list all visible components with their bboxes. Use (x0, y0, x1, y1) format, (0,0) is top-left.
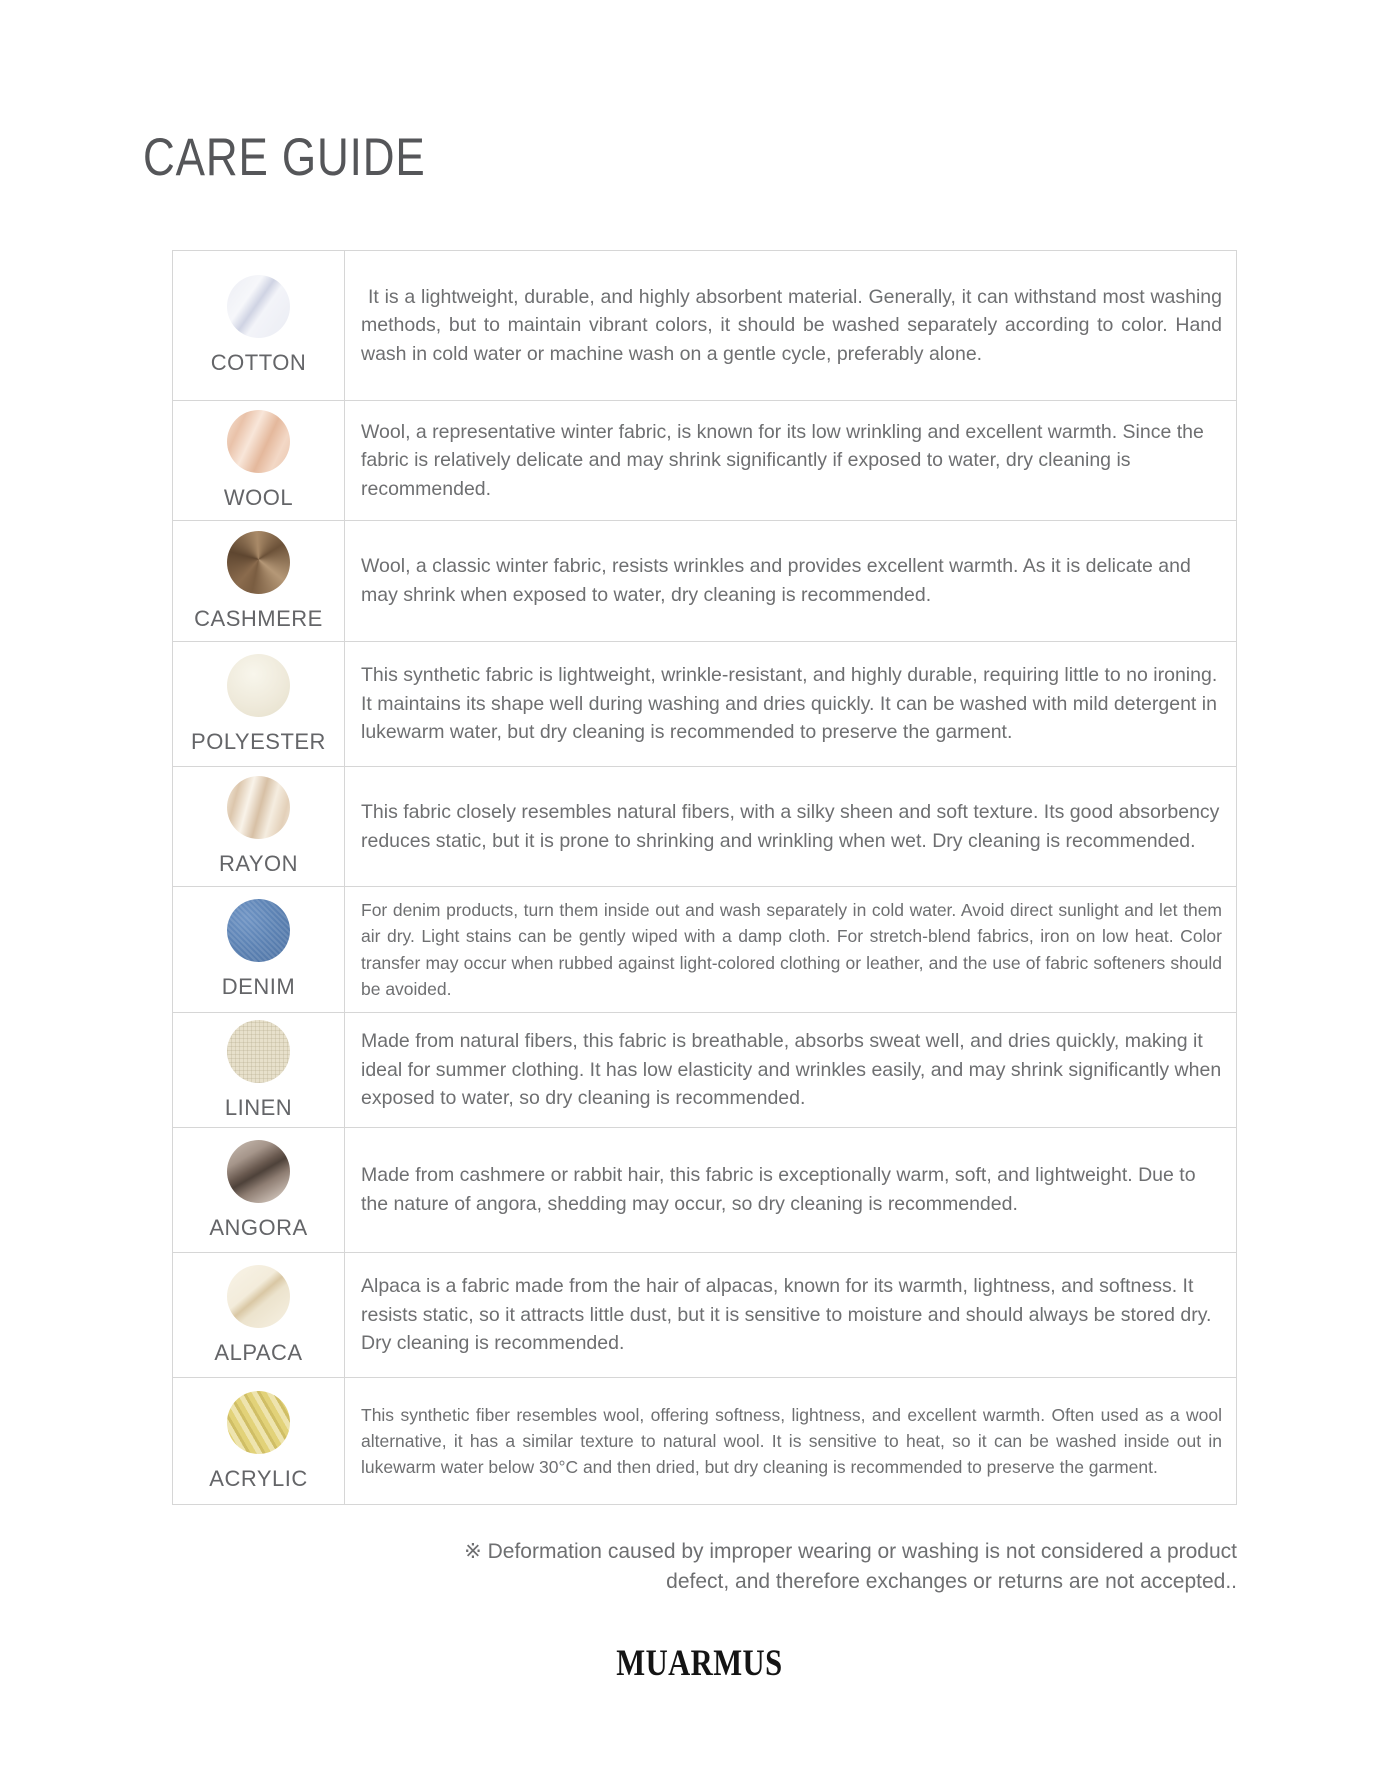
cotton-swatch-cell (173, 251, 345, 401)
fabric-row-cotton (173, 251, 1237, 401)
wool-swatch-cell (173, 401, 345, 521)
acrylic-swatch-cell (173, 1378, 345, 1505)
acrylic-description: This synthetic fiber resembles wool, offering softness, lightness, and excellent warmth. Often used as a wool alternative, it has a similar texture to natural wool. It is sensitive to heat, so it can be washed inside out in lukewarm water below 30°C and then dried, but dry cleaning is recommended to preserve the garment. (345, 1378, 1237, 1505)
linen-label: LINEN (224, 1094, 293, 1120)
denim-label: DENIM (221, 974, 296, 999)
acrylic-fabric-swatch-icon (227, 1391, 290, 1454)
angora-fabric-swatch-icon (227, 1140, 290, 1203)
denim-swatch-cell (173, 887, 345, 1013)
cashmere-swatch-cell (173, 521, 345, 642)
fabric-row-wool (173, 401, 1237, 521)
fabric-row-cashmere (173, 521, 1237, 642)
rayon-fabric-swatch-icon (227, 776, 290, 839)
brand-logo-container (0, 1645, 1398, 1683)
acrylic-label: ACRYLIC (209, 1465, 308, 1491)
denim-description: For denim products, turn them inside out and wash separately in cold water. Avoid direct sunlight and let them air dry. Light stains can be gently wiped with a damp cloth. For stretch-blend fabrics, iron on low heat. Color transfer may occur when rubbed against light-colored clothing or leather, and the use of fabric softeners should be avoided. (345, 887, 1237, 1013)
rayon-swatch-cell (173, 767, 345, 887)
cotton-description: It is a lightweight, durable, and highly absorbent material. Generally, it can withstand most washing methods, but to maintain vibrant colors, it should be washed separately according to color. Hand wash in cold water or machine wash on a gentle cycle, preferably alone. (345, 251, 1237, 401)
linen-swatch-cell (173, 1013, 345, 1128)
wool-description: Wool, a representative winter fabric, is known for its low wrinkling and excellent warmth. Since the fabric is relatively delicate and may shrink significantly if exposed to water, dry cleaning is recommended. (345, 401, 1237, 521)
denim-fabric-swatch-icon (227, 899, 290, 962)
fabric-row-linen (173, 1013, 1237, 1128)
alpaca-label: ALPACA (214, 1339, 303, 1365)
wool-fabric-swatch-icon (227, 410, 290, 473)
page-title: CARE GUIDE (143, 127, 426, 187)
care-guide-table (172, 250, 1237, 1505)
fabric-row-alpaca (173, 1253, 1237, 1378)
muarmus-brand-logo: MUARMUS (615, 1643, 783, 1684)
cotton-fabric-swatch-icon (227, 275, 290, 338)
polyester-swatch-cell (173, 642, 345, 767)
fabric-row-acrylic (173, 1378, 1237, 1505)
angora-label: ANGORA (209, 1214, 308, 1240)
angora-swatch-cell (173, 1128, 345, 1253)
wool-label: WOOL (223, 485, 294, 510)
polyester-description: This synthetic fabric is lightweight, wrinkle-resistant, and highly durable, requiring little to no ironing. It maintains its shape well during washing and dries quickly. It can be washed with mild detergent in lukewarm water, but dry cleaning is recommended to preserve the garment. (345, 642, 1237, 767)
cotton-label: COTTON (210, 350, 307, 375)
fabric-row-polyester (173, 642, 1237, 767)
cashmere-label: CASHMERE (194, 605, 323, 631)
fabric-row-rayon (173, 767, 1237, 887)
polyester-label: POLYESTER (191, 728, 326, 754)
alpaca-fabric-swatch-icon (227, 1265, 290, 1328)
rayon-description: This fabric closely resembles natural fibers, with a silky sheen and soft texture. Its good absorbency reduces static, but it is prone to shrinking and wrinkling when wet. Dry cleaning is recommended. (345, 767, 1237, 887)
deformation-disclaimer: ※ Deformation caused by improper wearing or washing is not considered a product defect, and therefore exchanges or returns are not accepted.. (464, 1540, 1237, 1593)
rayon-label: RAYON (218, 851, 299, 876)
linen-description: Made from natural fibers, this fabric is breathable, absorbs sweat well, and dries quickly, making it ideal for summer clothing. It has low elasticity and wrinkles easily, and may shrink significantly when exposed to water, so dry cleaning is recommended. (345, 1013, 1237, 1128)
fabric-row-denim (173, 887, 1237, 1013)
cashmere-fabric-swatch-icon (227, 531, 290, 594)
linen-fabric-swatch-icon (227, 1020, 290, 1083)
alpaca-description: Alpaca is a fabric made from the hair of alpacas, known for its warmth, lightness, and softness. It resists static, so it attracts little dust, but it is sensitive to moisture and should always be stored dry. Dry cleaning is recommended. (345, 1253, 1237, 1378)
alpaca-swatch-cell (173, 1253, 345, 1378)
cashmere-description: Wool, a classic winter fabric, resists wrinkles and provides excellent warmth. As it is delicate and may shrink when exposed to water, dry cleaning is recommended. (345, 521, 1237, 642)
fabric-row-angora (173, 1128, 1237, 1253)
polyester-fabric-swatch-icon (227, 654, 290, 717)
angora-description: Made from cashmere or rabbit hair, this fabric is exceptionally warm, soft, and lightweight. Due to the nature of angora, shedding may occur, so dry cleaning is recommended. (345, 1128, 1237, 1253)
